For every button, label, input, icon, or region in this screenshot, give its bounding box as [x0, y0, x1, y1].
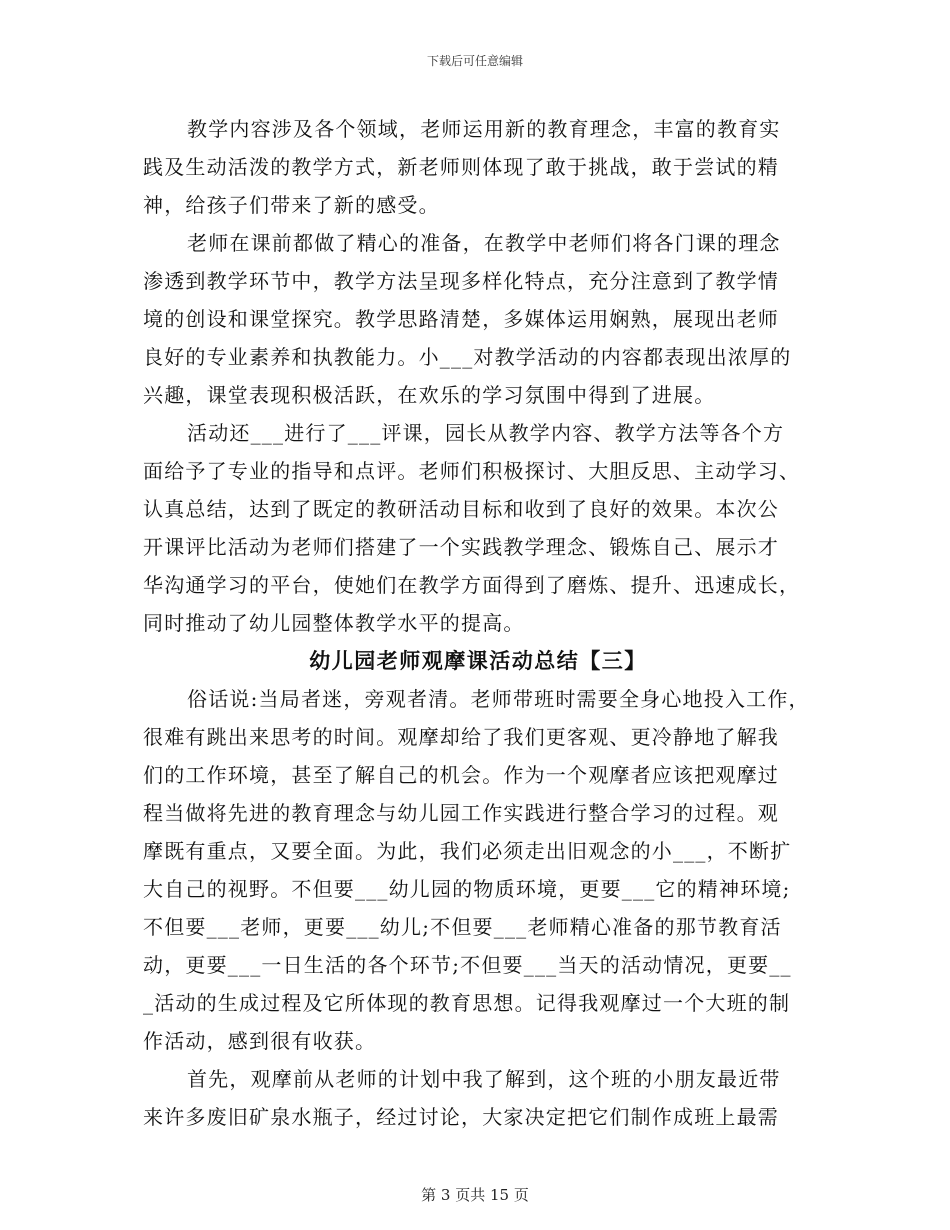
body-line: 活动还___进行了___评课，园长从教学内容、教学方法等各个方	[187, 421, 785, 445]
body-line: 面给予了专业的指导和点评。老师们积极探讨、大胆反思、主动学习、	[143, 459, 801, 483]
page-header: 下载后可任意编辑	[426, 54, 523, 68]
body-line: 神，给孩子们带来了新的感受。	[143, 193, 440, 217]
body-line: 开课评比活动为老师们搭建了一个实践教学理念、锻炼自己、展示才	[143, 535, 779, 559]
body-line: 来许多废旧矿泉水瓶子，经过讨论，大家决定把它们制作成班上最需	[143, 1105, 779, 1129]
body-line: 渗透到教学环节中，教学方法呈现多样化特点，充分注意到了教学情	[143, 269, 779, 293]
body-line: 兴趣，课堂表现积极活跃，在欢乐的学习氛围中得到了进展。	[143, 383, 716, 407]
body-line: 作活动，感到很有收获。	[143, 1029, 377, 1053]
section-title: 幼儿园老师观摩课活动总结【三】	[309, 648, 647, 673]
body-line: 践及生动活泼的教学方式，新老师则体现了敢于挑战，敢于尝试的精	[143, 155, 779, 179]
body-line: 境的创设和课堂探究。教学思路清楚，多媒体运用娴熟，展现出老师	[143, 307, 779, 331]
body-line: 俗话说:当局者迷，旁观者清。老师带班时需要全身心地投入工作，	[187, 687, 810, 711]
body-line: 动，更要___一日生活的各个环节;不但要___当天的活动情况，更要__	[143, 953, 792, 977]
body-line: _活动的生成过程及它所体现的教育思想。记得我观摩过一个大班的制	[143, 991, 791, 1015]
body-line: 良好的专业素养和执教能力。小___对教学活动的内容都表现出浓厚的	[143, 345, 792, 369]
body-line: 教学内容涉及各个领域，老师运用新的教育理念，丰富的教育实	[187, 117, 781, 141]
document-body	[143, 110, 813, 1136]
body-line: 首先，观摩前从老师的计划中我了解到，这个班的小朋友最近带	[187, 1067, 781, 1091]
body-line: 很难有跳出来思考的时间。观摩却给了我们更客观、更冷静地了解我	[143, 725, 779, 749]
page-footer: 第 3 页共 15 页	[421, 1186, 529, 1204]
body-line: 程当做将先进的教育理念与幼儿园工作实践进行整合学习的过程。观	[143, 801, 779, 825]
body-line: 摩既有重点，又要全面。为此，我们必须走出旧观念的小___，不断扩	[143, 839, 792, 863]
body-line: 不但要___老师，更要___幼儿;不但要___老师精心准备的那节教育活	[143, 915, 782, 939]
body-line: 同时推动了幼儿园整体教学水平的提高。	[143, 611, 525, 635]
body-line: 大自己的视野。不但要___幼儿园的物质环境，更要___它的精神环境;	[143, 877, 791, 901]
body-line: 们的工作环境，甚至了解自己的机会。作为一个观摩者应该把观摩过	[143, 763, 779, 787]
body-line: 华沟通学习的平台，使她们在教学方面得到了磨炼、提升、迅速成长，	[143, 573, 801, 597]
body-line: 认真总结，达到了既定的教研活动目标和收到了良好的效果。本次公	[143, 497, 779, 521]
body-line: 老师在课前都做了精心的准备，在教学中老师们将各门课的理念	[187, 231, 781, 255]
